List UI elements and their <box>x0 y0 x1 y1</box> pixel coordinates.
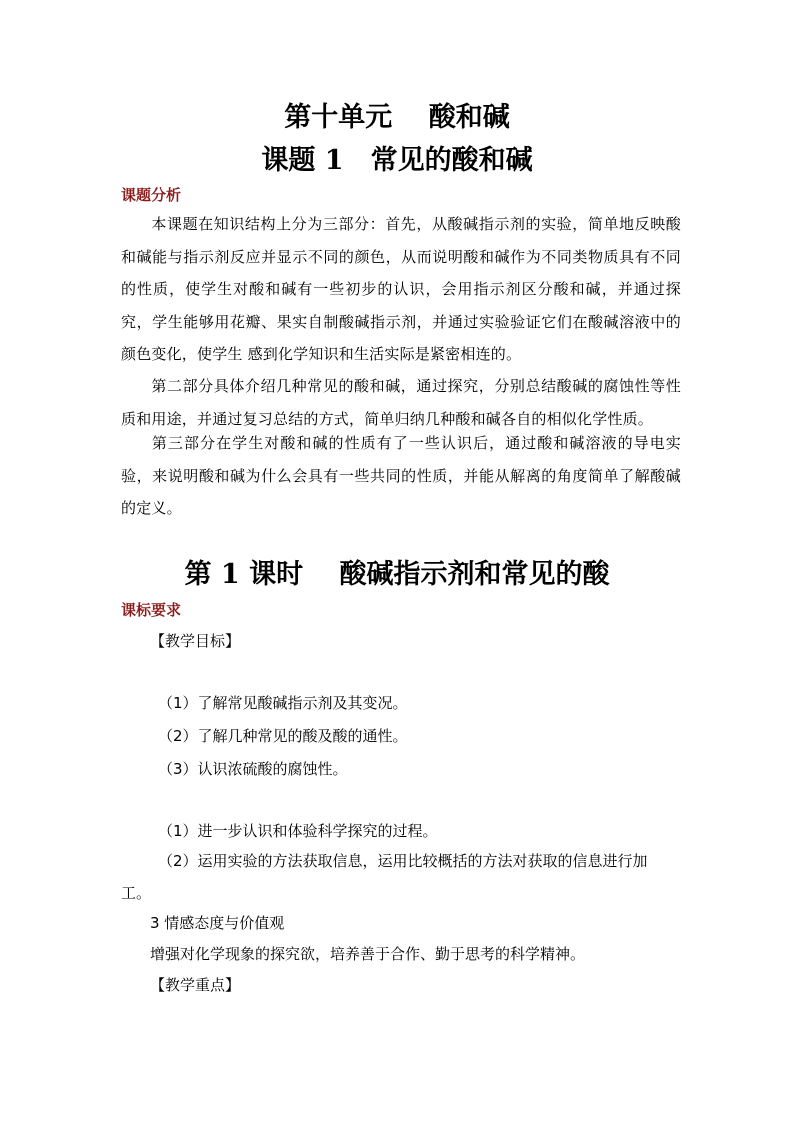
knowledge-item-3: （3）认识浓硫酸的腐蚀性。 <box>158 760 348 778</box>
knowledge-item-2: （2）了解几种常见的酸及酸的通性。 <box>158 727 408 745</box>
analysis-paragraph-1 <box>121 208 681 371</box>
process-item-1: （1）进一步认识和体验科学探究的过程。 <box>158 822 438 840</box>
process-item-2-continuation: 工。 <box>121 884 152 902</box>
teaching-focus-label: 【教学重点】 <box>150 976 241 994</box>
analysis-paragraph-3-text: 第三部分在学生对酸和碱的性质有了一些认识后，通过酸和碱溶液的导电实验，来说明酸和碱为什么会具有一些共同的性质，并能从解离的角度简单了解酸碱的定义。 <box>121 434 681 517</box>
topic-title: 课题 1 常见的酸和碱 <box>261 145 533 176</box>
analysis-paragraph-3 <box>121 427 681 525</box>
teaching-goals-label: 【教学目标】 <box>150 632 241 650</box>
lesson-title: 第 1 课时 酸碱指示剂和常见的酸 <box>184 559 610 590</box>
analysis-paragraph-2-text: 第二部分具体介绍几种常见的酸和碱，通过探究，分别总结酸碱的腐蚀性等性质和用途，并通过复习总结的方式，简单归纳几种酸和碱各自的相似化学性质。 <box>121 377 681 428</box>
analysis-paragraph-1-text: 本课题在知识结构上分为三部分：首先，从酸碱指示剂的实验，简单地反映酸和碱能与指示剂反应并显示不同的颜色，从而说明酸和碱作为不同类物质具有不同的性质，使学生对酸和碱有一些初步的认识，会用指示剂区分酸和碱，并通过探究，学生能够用花瓣、果实自制酸碱指示剂，并通过实验验证它们在酸碱溶液中的颜色变化，使学生 感到化学知识和生活实际是紧密相连的。 <box>121 215 681 363</box>
analysis-heading: 课题分析 <box>121 186 182 204</box>
emotion-text: 增强对化学现象的探究欲，培养善于合作、勤于思考的科学精神。 <box>150 945 586 963</box>
unit-title: 第十单元 酸和碱 <box>284 102 510 133</box>
analysis-paragraph-2 <box>121 370 681 435</box>
emotion-label: 3 情感态度与价值观 <box>150 914 285 932</box>
process-item-2: （2）运用实验的方法获取信息，运用比较概括的方法对获取的信息进行加 <box>158 852 648 870</box>
knowledge-item-1: （1）了解常见酸碱指示剂及其变况。 <box>158 694 408 712</box>
standards-heading: 课标要求 <box>121 601 182 619</box>
